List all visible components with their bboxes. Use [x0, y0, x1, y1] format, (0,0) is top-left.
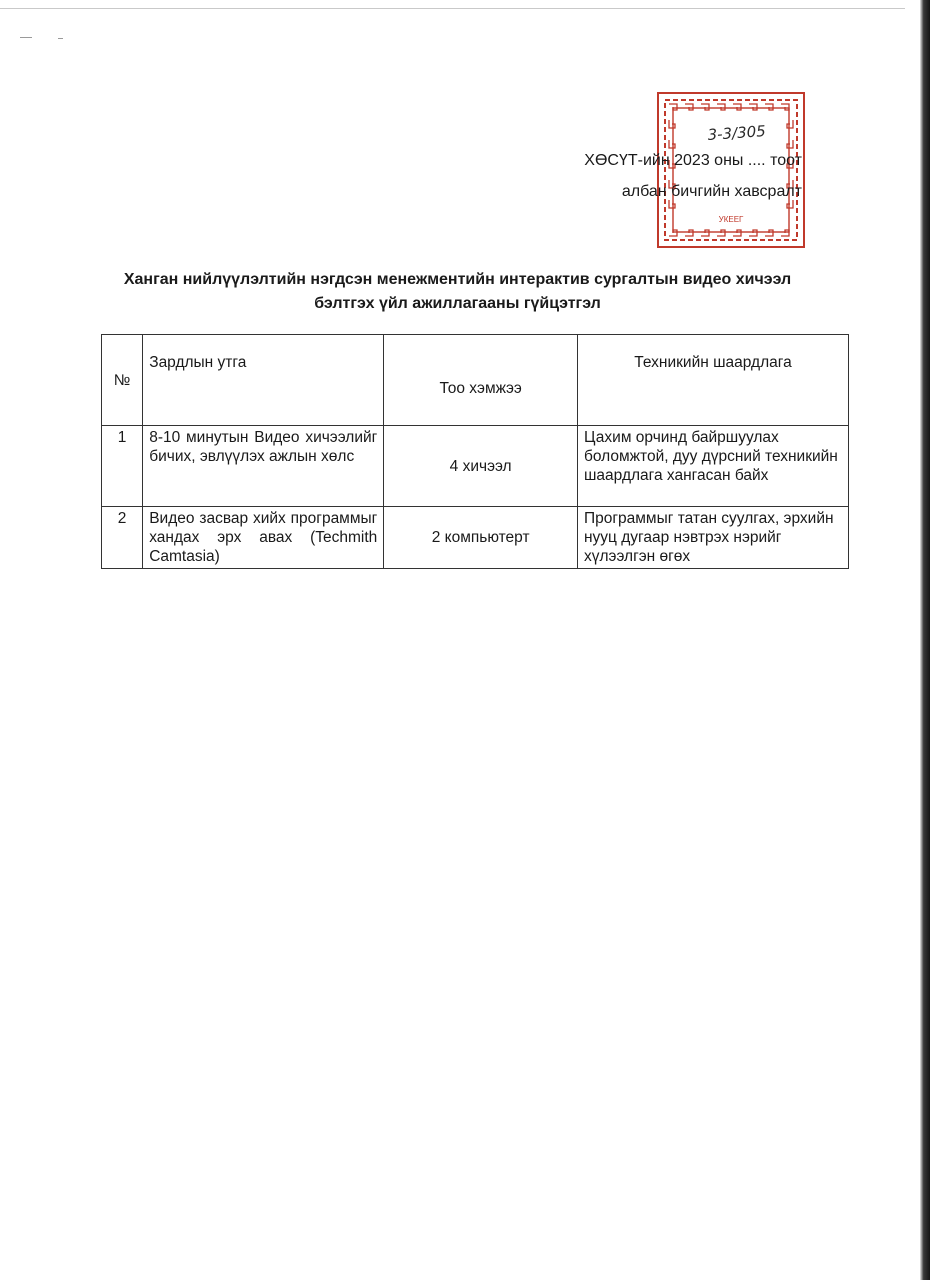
attachment-header-line-2: албан бичгийн хавсралт: [621, 183, 802, 200]
row-quantity: 2 компьютерт: [384, 507, 578, 569]
header-technical-requirements: Техникийн шаардлага: [578, 335, 849, 426]
attachment-header: [584, 145, 802, 207]
row-quantity: 4 хичээл: [384, 426, 578, 507]
scan-speck: [20, 37, 32, 38]
row-technical-requirement: Цахим орчинд байршуулах боломжтой, дуу дүрсний техникийн шаардлага хангасан байх: [578, 426, 849, 507]
stamp-inner-text: УКЕЕГ: [718, 215, 744, 224]
table-row: [102, 426, 849, 507]
row-number: 2: [102, 507, 143, 569]
table-row: [102, 507, 849, 569]
header-quantity: Тоо хэмжээ: [384, 335, 578, 426]
row-number: 1: [102, 426, 143, 507]
row-technical-requirement: Программыг татан суулгах, эрхийн нууц дугаар нэвтрэх нэрийг хүлээлгэн өгөх: [578, 507, 849, 569]
document-title: Ханган нийлүүлэлтийн нэгдсэн менежментийн интерактив сургалтын видео хичээл бэлтгэх үйл ажиллагааны гүйцэтгэл: [123, 271, 792, 312]
row-description: Видео засвар хийх программыг хандах эрх авах (Techmith Camtasia): [143, 507, 384, 569]
row-description: 8-10 минутын Видео хичээлийг бичих, эвлүүлэх ажлын хөлс: [143, 426, 384, 507]
header-number: №: [102, 335, 143, 426]
header-cost-description: Зардлын утга: [143, 335, 384, 426]
table-header-row: [102, 335, 849, 426]
requirements-table: [101, 334, 849, 569]
scan-top-line: [0, 8, 905, 9]
stamp-handwritten-number: 3-3/305: [707, 122, 767, 145]
scan-right-edge: [920, 0, 930, 1280]
attachment-header-line-1: ХӨСҮТ-ийн 2023 оны .... тоот: [584, 152, 802, 169]
scan-speck: [58, 38, 63, 39]
